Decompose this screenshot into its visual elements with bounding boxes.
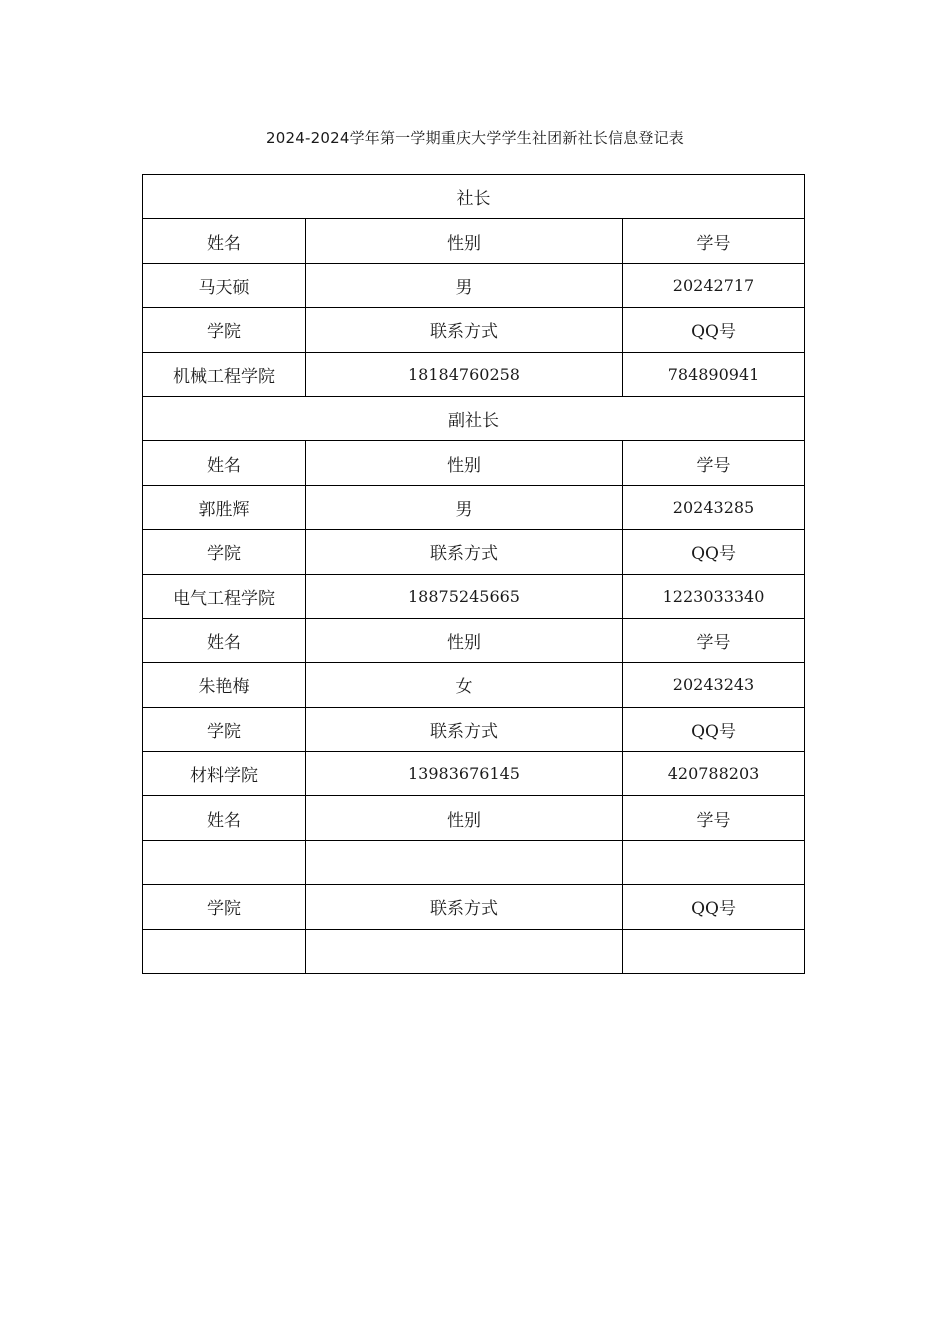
vice-president-phone: 18875245665 [306,574,623,618]
student-id-label: 学号 [623,618,805,662]
contact-label: 联系方式 [306,707,623,751]
student-id-label: 学号 [623,441,805,485]
vice-president-student-id: 20243243 [623,663,805,707]
contact-label: 联系方式 [306,885,623,929]
president-phone: 18184760258 [306,352,623,396]
vice-president-college: 电气工程学院 [143,574,306,618]
section-header-row [143,396,805,440]
vice-president-college[interactable] [143,929,306,973]
college-label: 学院 [143,707,306,751]
name-label: 姓名 [143,441,306,485]
gender-label: 性别 [306,796,623,840]
label-row [143,219,805,263]
president-gender: 男 [306,263,623,307]
vice-president-phone[interactable] [306,929,623,973]
contact-label: 联系方式 [306,308,623,352]
label-row [143,308,805,352]
vice-president-contact-row [143,929,805,973]
gender-label: 性别 [306,618,623,662]
qq-label: QQ号 [623,308,805,352]
president-section-header: 社长 [143,175,805,219]
student-id-label: 学号 [623,796,805,840]
vice-president-qq: 420788203 [623,752,805,796]
college-label: 学院 [143,308,306,352]
vice-president-qq: 1223033340 [623,574,805,618]
vice-president-contact-row [143,752,805,796]
president-contact-row [143,352,805,396]
qq-label: QQ号 [623,530,805,574]
vice-president-name: 朱艳梅 [143,663,306,707]
qq-label: QQ号 [623,885,805,929]
vice-president-info-row [143,485,805,529]
vice-president-section-header: 副社长 [143,396,805,440]
vice-president-info-row [143,663,805,707]
vice-president-college: 材料学院 [143,752,306,796]
label-row [143,707,805,751]
vice-president-phone: 13983676145 [306,752,623,796]
vice-president-gender[interactable] [306,840,623,884]
name-label: 姓名 [143,219,306,263]
president-name: 马天硕 [143,263,306,307]
vice-president-student-id[interactable] [623,840,805,884]
contact-label: 联系方式 [306,530,623,574]
student-id-label: 学号 [623,219,805,263]
president-qq: 784890941 [623,352,805,396]
vice-president-gender: 男 [306,485,623,529]
vice-president-name[interactable] [143,840,306,884]
form-title: 2024-2024学年第一学期重庆大学学生社团新社长信息登记表 [266,129,684,147]
vice-president-contact-row [143,574,805,618]
gender-label: 性别 [306,441,623,485]
section-header-row [143,175,805,219]
name-label: 姓名 [143,618,306,662]
vice-president-qq[interactable] [623,929,805,973]
name-label: 姓名 [143,796,306,840]
label-row [143,796,805,840]
vice-president-name: 郭胜辉 [143,485,306,529]
vice-president-student-id: 20243285 [623,485,805,529]
president-college: 机械工程学院 [143,352,306,396]
vice-president-gender: 女 [306,663,623,707]
label-row [143,441,805,485]
qq-label: QQ号 [623,707,805,751]
label-row [143,885,805,929]
label-row [143,618,805,662]
registration-table [142,174,805,974]
president-student-id: 20242717 [623,263,805,307]
college-label: 学院 [143,530,306,574]
vice-president-info-row [143,840,805,884]
gender-label: 性别 [306,219,623,263]
label-row [143,530,805,574]
college-label: 学院 [143,885,306,929]
president-info-row [143,263,805,307]
